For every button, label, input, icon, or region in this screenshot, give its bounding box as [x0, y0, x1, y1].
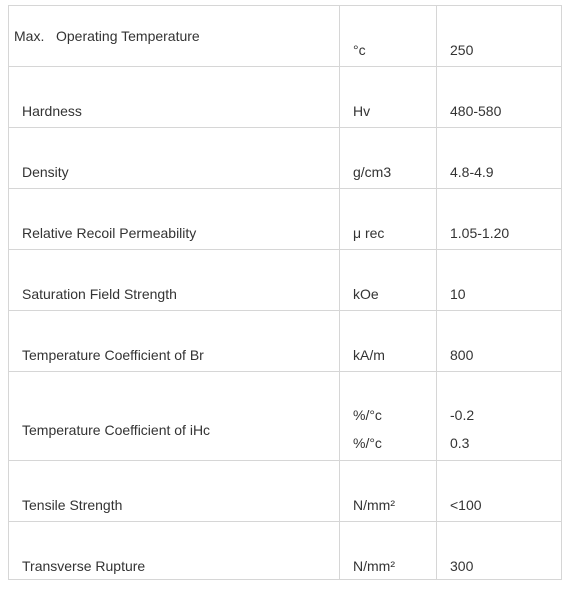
table-row: [9, 311, 561, 372]
table-row: [9, 189, 561, 250]
value-label: 250: [450, 42, 474, 58]
property-cell: [9, 372, 340, 460]
value-label: 480-580: [450, 103, 502, 119]
property-cell: [9, 67, 340, 127]
value-cell: [437, 372, 561, 460]
unit-cell: [340, 372, 437, 460]
value-label-secondary: 0.3: [450, 435, 470, 451]
value-label: 4.8-4.9: [450, 164, 494, 180]
unit-cell: [340, 6, 437, 66]
value-label: 10: [450, 286, 466, 302]
unit-label-secondary: %/°c: [353, 435, 382, 451]
table-row: [9, 372, 561, 461]
unit-label: μ rec: [353, 225, 385, 241]
value-cell: [437, 522, 561, 579]
table-row: [9, 67, 561, 128]
unit-label: N/mm²: [353, 497, 395, 513]
value-cell: [437, 67, 561, 127]
value-cell: [437, 311, 561, 371]
properties-table: [8, 5, 562, 580]
table-row: [9, 522, 561, 579]
value-cell: [437, 250, 561, 310]
value-label: 800: [450, 347, 474, 363]
table-row: [9, 128, 561, 189]
property-cell: [9, 311, 340, 371]
unit-cell: [340, 128, 437, 188]
value-cell: [437, 461, 561, 521]
property-cell: [9, 461, 340, 521]
value-label: 300: [450, 558, 474, 574]
property-label: Relative Recoil Permeability: [22, 225, 197, 241]
value-cell: [437, 128, 561, 188]
unit-label: kA/m: [353, 347, 385, 363]
unit-label: %/°c: [353, 407, 382, 423]
unit-cell: [340, 67, 437, 127]
value-cell: [437, 6, 561, 66]
property-label: Tensile Strength: [22, 497, 123, 513]
property-label: Saturation Field Strength: [22, 286, 177, 302]
unit-cell: [340, 522, 437, 579]
property-cell: [9, 6, 340, 66]
property-label: Density: [22, 164, 69, 180]
unit-label: N/mm²: [353, 558, 395, 574]
property-cell: [9, 128, 340, 188]
property-label: Max. Operating Temperature: [14, 28, 200, 44]
property-cell: [9, 522, 340, 579]
property-label: Hardness: [22, 103, 82, 119]
value-cell: [437, 189, 561, 249]
table-row: [9, 6, 561, 67]
property-label: Temperature Coefficient of Br: [22, 347, 204, 363]
unit-label: kOe: [353, 286, 379, 302]
unit-cell: [340, 461, 437, 521]
unit-label: g/cm3: [353, 164, 392, 180]
unit-cell: [340, 250, 437, 310]
unit-label: Hv: [353, 103, 371, 119]
value-label: -0.2: [450, 407, 475, 423]
value-label: <100: [450, 497, 482, 513]
property-cell: [9, 189, 340, 249]
property-cell: [9, 250, 340, 310]
value-label: 1.05-1.20: [450, 225, 510, 241]
unit-cell: [340, 189, 437, 249]
unit-label: °c: [353, 42, 366, 58]
table-row: [9, 461, 561, 522]
unit-cell: [340, 311, 437, 371]
property-label: Temperature Coefficient of iHc: [22, 422, 211, 438]
table-row: [9, 250, 561, 311]
property-label: Transverse Rupture: [22, 558, 146, 574]
